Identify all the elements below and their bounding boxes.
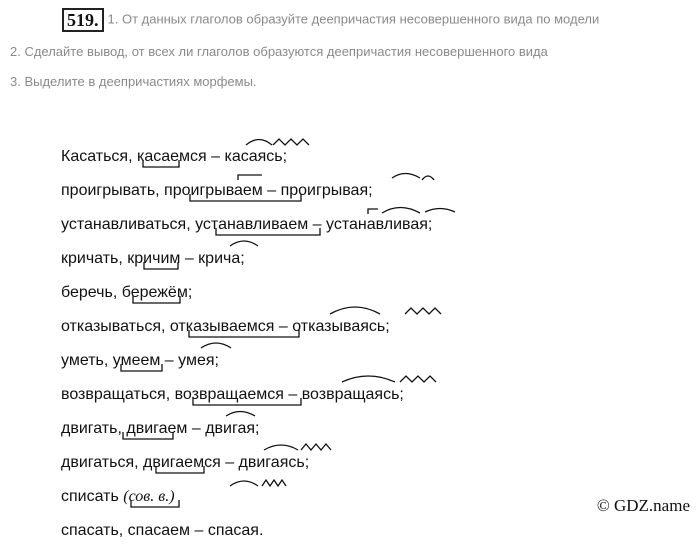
answer-text: двигаться, двигаемся – двигаясь;: [61, 454, 310, 471]
answer-text: списать: [61, 488, 119, 505]
answer-row: [61, 480, 432, 514]
answer-row: [61, 310, 432, 344]
watermark: © GDZ.name: [596, 496, 690, 515]
answer-row: [61, 242, 432, 276]
answer-text: двигать, двигаем – двигая;: [61, 420, 260, 437]
answer-text: кричать, кричим – крича;: [61, 250, 245, 267]
answer-list: [61, 140, 432, 548]
answer-row: [61, 378, 432, 412]
answer-text: устанавливаться, устанавливаем – устанавливая;: [61, 216, 433, 233]
task-3: 3. Выделите в деепричастиях морфемы.: [10, 73, 257, 89]
answer-row: [61, 514, 432, 548]
answer-text: проигрывать, проигрываем – проигрывая;: [61, 182, 373, 199]
exercise-number: 519.: [62, 8, 104, 32]
aspect-note: (сов. в.): [123, 488, 175, 505]
answer-row: [61, 344, 432, 378]
answer-row: [61, 446, 432, 480]
answer-text: отказываться, отказываемся – отказываясь;: [61, 318, 390, 335]
answer-text: возвращаться, возвращаемся – возвращаясь;: [61, 386, 404, 403]
answer-row: [61, 276, 432, 310]
task-1: [10, 8, 690, 32]
answer-text: спасать, спасаем – спасая.: [61, 522, 264, 539]
answer-row: [61, 208, 432, 242]
answer-row: [61, 140, 432, 174]
answer-row: [61, 412, 432, 446]
answer-text: уметь, умеем – умея;: [61, 352, 219, 369]
answer-text: Касаться, касаемся – касаясь;: [61, 148, 288, 165]
task-2: 2. Сделайте вывод, от всех ли глаголов образуются деепричастия несовершенного вида: [10, 44, 548, 59]
exercise-task: [10, 8, 690, 101]
answer-text: беречь, бережём;: [61, 284, 193, 301]
task-1-text: 1. От данных глаголов образуйте деепричастия несовершенного вида по модели: [107, 11, 600, 27]
answer-row: [61, 174, 432, 208]
